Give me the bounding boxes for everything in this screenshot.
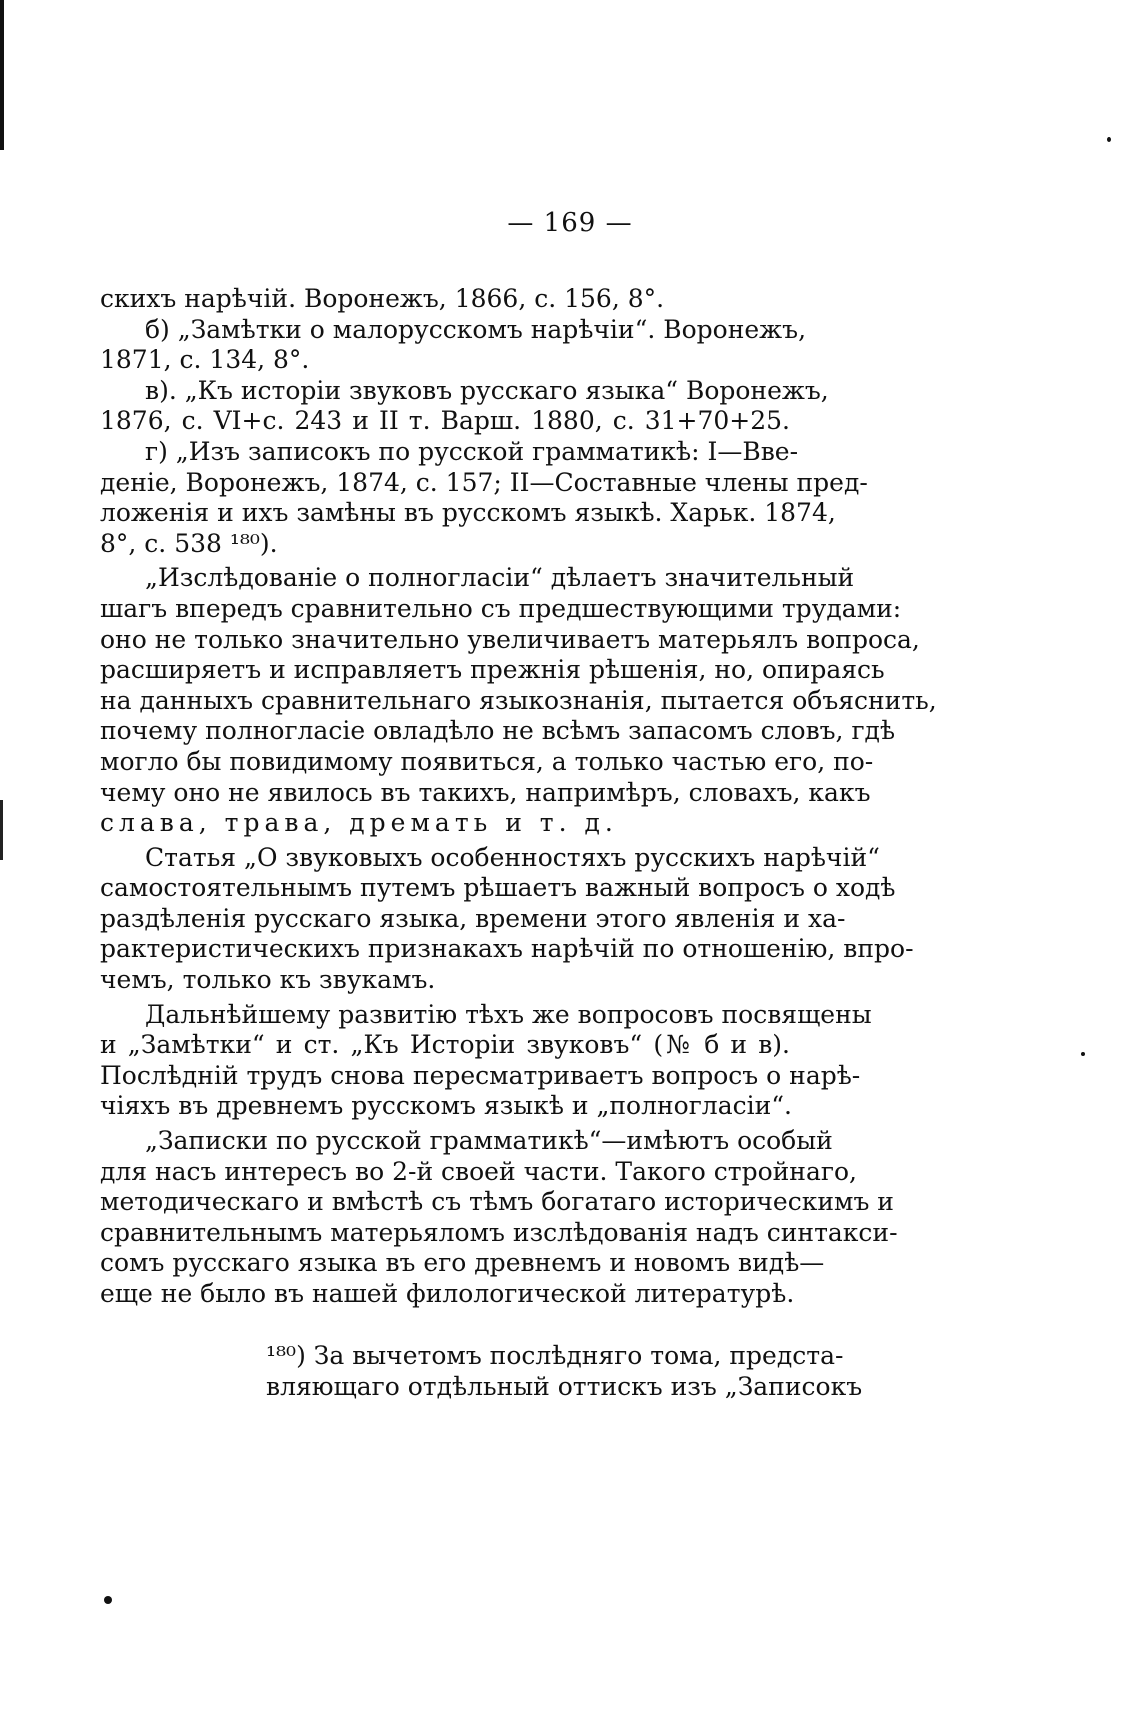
text-line: сомъ русскаго языка въ его древнемъ и новомъ видѣ— — [100, 1248, 825, 1278]
scan-edge-mark — [0, 0, 4, 150]
text-line: расширяетъ и исправляетъ прежнія рѣшенія, но, опираясь — [100, 655, 885, 685]
text-line: методическаго и вмѣстѣ съ тѣмъ богатаго историческимъ и — [100, 1187, 894, 1217]
scan-speck — [104, 1596, 112, 1604]
text-line: чему оно не явилось въ такихъ, напримѣръ, словахъ, какъ — [100, 777, 871, 807]
text-line: „Записки по русской грамматикѣ“—имѣютъ особый — [145, 1126, 833, 1156]
text-line: и „Замѣтки“ и ст. „Къ Исторіи звуковъ“ (№ б и в). — [100, 1030, 790, 1060]
text-line: могло бы повидимому появиться, а только частью его, по- — [100, 746, 874, 776]
footnote-line: ¹⁸⁰) За вычетомъ послѣдняго тома, предста- — [266, 1341, 844, 1370]
text-line: слава, трава, дремать и т. д. — [100, 808, 618, 838]
text-line: сравнительнымъ матерьяломъ изслѣдованія надъ синтакси- — [100, 1217, 898, 1247]
text-line: Послѣдній трудъ снова пересматриваетъ вопросъ о нарѣ- — [100, 1060, 861, 1090]
text-line: деніе, Воронежъ, 1874, с. 157; II—Составные члены пред- — [100, 467, 868, 497]
text-line: для насъ интересъ во 2-й своей части. Такого стройнаго, — [100, 1156, 857, 1186]
text-line: оно не только значительно увеличиваетъ матерьялъ вопроса, — [100, 624, 920, 654]
scan-speck — [1107, 137, 1111, 142]
text-line: шагъ впередъ сравнительно съ предшествующими трудами: — [100, 593, 902, 623]
text-line: самостоятельнымъ путемъ рѣшаетъ важный вопросъ о ходѣ — [100, 873, 896, 903]
text-line: скихъ нарѣчій. Воронежъ, 1866, с. 156, 8°. — [100, 284, 665, 313]
footnote-line: вляющаго отдѣльный оттискъ изъ „Записокъ — [266, 1372, 863, 1401]
text-line: б) „Замѣтки о малорусскомъ нарѣчіи“. Воронежъ, — [145, 314, 807, 344]
text-line: рактеристическихъ признакахъ нарѣчій по отношенію, впро- — [100, 934, 914, 964]
text-line: Дальнѣйшему развитію тѣхъ же вопросовъ посвящены — [145, 999, 872, 1029]
text-line: на данныхъ сравнительнаго языкознанія, пытается объяснить, — [100, 685, 937, 715]
text-line: еще не было въ нашей филологической литературѣ. — [100, 1279, 795, 1308]
text-line: в). „Къ исторіи звуковъ русскаго языка“ Воронежъ, — [145, 375, 829, 405]
text-line: ложенія и ихъ замѣны въ русскомъ языкѣ. Харьк. 1874, — [100, 498, 836, 528]
text-line: 8°, с. 538 ¹⁸⁰). — [100, 528, 278, 558]
text-line: 1876, с. VI+с. 243 и II т. Варш. 1880, с. 31+70+25. — [100, 406, 790, 436]
text-line: „Изслѣдованіе о полногласіи“ дѣлаетъ значительный — [145, 563, 855, 593]
text-line: 1871, с. 134, 8°. — [100, 345, 310, 375]
text-line: чемъ, только къ звукамъ. — [100, 965, 436, 995]
text-line: чіяхъ въ древнемъ русскомъ языкѣ и „полногласіи“. — [100, 1091, 792, 1121]
text-line: почему полногласіе овладѣло не всѣмъ запасомъ словъ, гдѣ — [100, 716, 896, 746]
footnote — [266, 1340, 863, 1402]
main-text — [100, 284, 937, 1310]
page-number: — 169 — — [507, 208, 633, 238]
text-line: г) „Изъ записокъ по русской грамматикѣ: I—Вве- — [145, 436, 799, 466]
scan-edge-mark-lower — [0, 800, 3, 860]
text-line: Статья „О звуковыхъ особенностяхъ русскихъ нарѣчій“ — [145, 842, 880, 872]
scan-speck — [1081, 1052, 1085, 1056]
text-line: раздѣленія русскаго языка, времени этого явленія и ха- — [100, 903, 846, 933]
